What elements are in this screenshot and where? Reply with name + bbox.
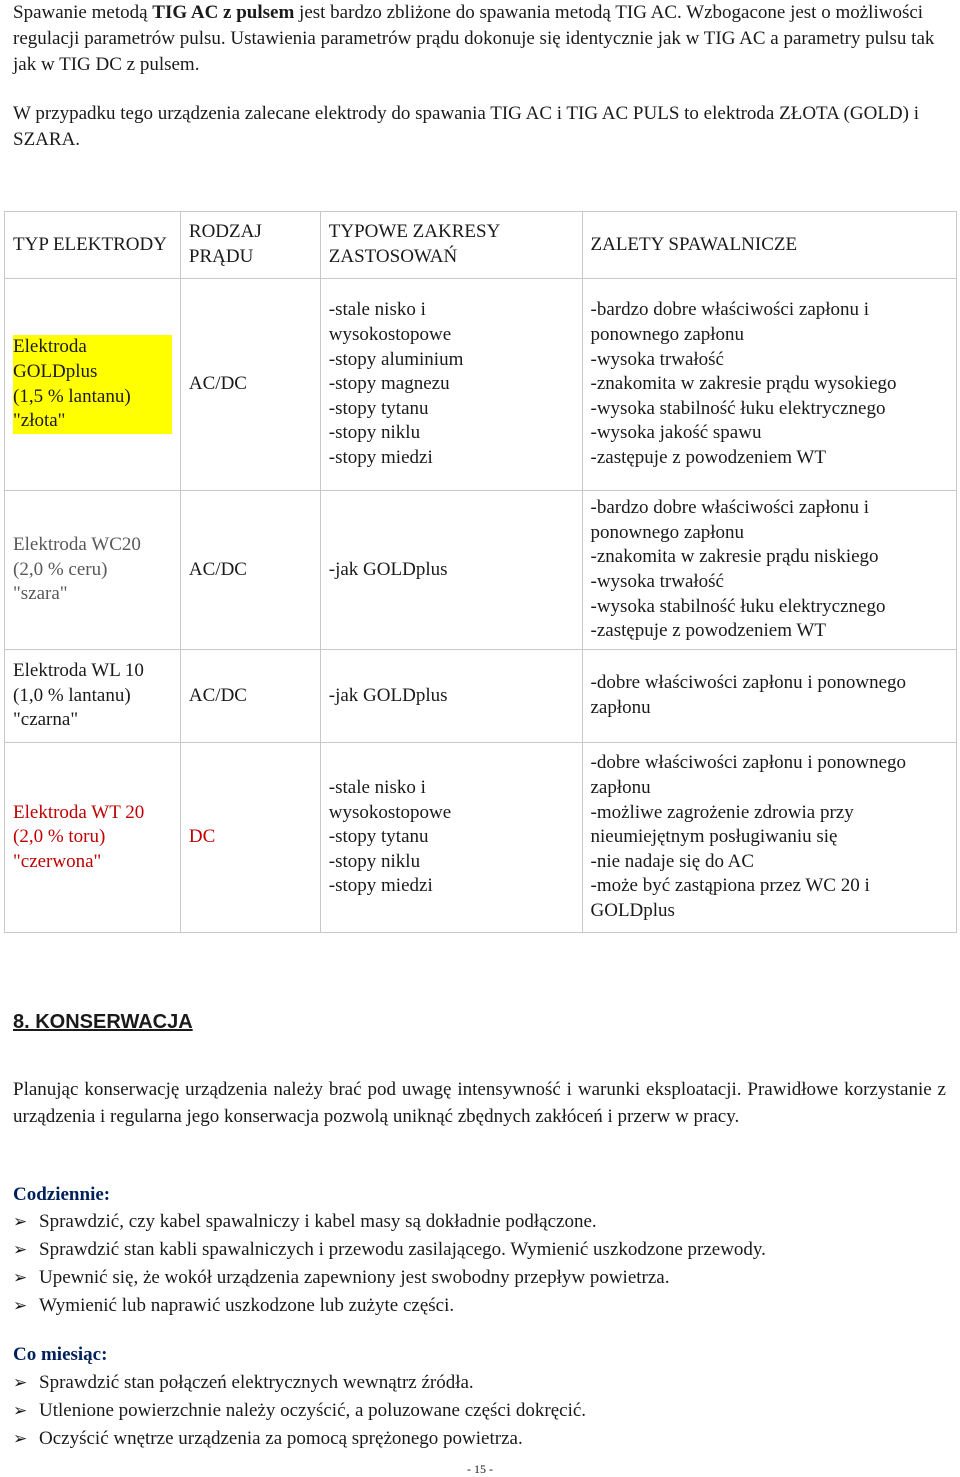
cell-line: -możliwe zagrożenie zdrowia przy nieumiejętnym posługiwaniu się bbox=[590, 801, 854, 848]
cell-line: -dobre właściwości zapłonu i ponownego zapłonu bbox=[590, 672, 907, 718]
cell-line: -wysoka stabilność łuku elektrycznego bbox=[590, 595, 886, 617]
cell-line: -stopy tytanu bbox=[328, 397, 429, 419]
cell-line: -wysoka trwałość bbox=[590, 571, 724, 592]
cell-line: Elektroda WL 10 bbox=[13, 660, 144, 682]
cell-line: Elektroda WC20 bbox=[13, 534, 141, 556]
daily-list bbox=[13, 1208, 950, 1320]
list-item-text: Wymienić lub naprawić uszkodzone lub zużyte części. bbox=[39, 1295, 455, 1316]
list-item-text: Oczyścić wnętrze urządzenia za pomocą sprężonego powietrza. bbox=[39, 1428, 523, 1449]
cell-line: (1,0 % lantanu) bbox=[13, 684, 131, 706]
list-item bbox=[13, 1236, 950, 1264]
cell-line: -stale nisko i bbox=[328, 777, 426, 799]
cell-line: (2,0 % ceru) bbox=[13, 558, 108, 580]
cell-line: -stopy magnezu bbox=[328, 373, 450, 395]
cell-line: -stopy miedzi bbox=[328, 446, 433, 468]
cell-line: wysokostopowe bbox=[328, 801, 452, 823]
cell-line: -stopy miedzi bbox=[328, 875, 433, 897]
arrow-bullet-icon: ➢ bbox=[13, 1401, 28, 1421]
page-number: - 15 - bbox=[467, 1462, 493, 1476]
electrode-type bbox=[5, 743, 181, 933]
list-item-text: Utlenione powierzchnie należy oczyścić, a poluzowane części dokręcić. bbox=[39, 1400, 587, 1421]
cell-line: -stopy niklu bbox=[328, 850, 421, 872]
maintenance-paragraph: Planując konserwację urządzenia należy brać pod uwagę intensywność i warunki eksploatacji. Prawidłowe korzystanie z urządzenia i regularna jego konserwacja pozwolą uniknąć zbędnych zakłóceń i przerw w pracy. bbox=[13, 1079, 946, 1127]
list-item-text: Sprawdzić stan kabli spawalniczych i przewodu zasilającego. Wymienić uszkodzone przewody. bbox=[39, 1239, 766, 1260]
header-current: RODZAJ PRĄDU bbox=[180, 212, 320, 279]
recommendation-paragraph: W przypadku tego urządzenia zalecane elektrody do spawania TIG AC i TIG AC PULS to elektroda ZŁOTA (GOLD) i SZARA. bbox=[13, 103, 919, 150]
cell-line: -wysoka stabilność łuku elektrycznego bbox=[590, 397, 886, 419]
uses-cell bbox=[320, 279, 582, 491]
advantages-cell bbox=[582, 650, 957, 743]
advantages-cell bbox=[582, 743, 957, 933]
cell-line: -może być zastąpiona przez WC 20 i GOLDplus bbox=[590, 875, 870, 921]
table-row bbox=[5, 491, 957, 650]
header-advantages: ZALETY SPAWALNICZE bbox=[582, 212, 957, 279]
advantages-cell bbox=[582, 279, 957, 491]
uses-cell bbox=[320, 743, 582, 933]
cell-line: -jak GOLDplus bbox=[328, 558, 448, 580]
list-item bbox=[13, 1369, 950, 1397]
current-type: AC/DC bbox=[180, 491, 320, 650]
electrode-type bbox=[5, 491, 181, 650]
arrow-bullet-icon: ➢ bbox=[13, 1429, 28, 1449]
monthly-title: Co miesiąc: bbox=[13, 1344, 108, 1365]
arrow-bullet-icon: ➢ bbox=[13, 1268, 28, 1288]
cell-line: -stopy niklu bbox=[328, 422, 421, 444]
uses-cell bbox=[320, 491, 582, 650]
arrow-bullet-icon: ➢ bbox=[13, 1373, 28, 1393]
list-item-text: Sprawdzić stan połączeń elektrycznych wewnątrz źródła. bbox=[39, 1372, 474, 1393]
cell-line: -bardzo dobre właściwości zapłonu i ponownego zapłonu bbox=[590, 497, 870, 543]
cell-line: -wysoka trwałość bbox=[590, 348, 724, 370]
section-heading: 8. KONSERWACJA bbox=[13, 1011, 193, 1033]
table-header-row bbox=[5, 212, 957, 279]
current-type: DC bbox=[180, 743, 320, 933]
current-type: AC/DC bbox=[180, 650, 320, 743]
list-item bbox=[13, 1397, 950, 1425]
cell-line: "czarna" bbox=[13, 709, 79, 731]
cell-line: "czerwona" bbox=[13, 850, 102, 872]
cell-line: (2,0 % toru) bbox=[13, 826, 106, 848]
list-item-text: Upewnić się, że wokół urządzenia zapewniony jest swobodny przepływ powietrza. bbox=[39, 1267, 670, 1288]
table-row bbox=[5, 279, 957, 491]
intro-paragraph: Spawanie metodą TIG AC z pulsem jest bardzo zbliżone do spawania metodą TIG AC. Wzbogacone jest o możliwości regulacji parametrów pulsu. Ustawienia parametrów prądu dokonuje się identycznie jak w TIG AC a parametry pulsu tak jak w TIG DC z pulsem. bbox=[13, 2, 935, 75]
header-type: TYP ELEKTRODY bbox=[5, 212, 181, 279]
cell-line: -znakomita w zakresie prądu wysokiego bbox=[590, 373, 897, 395]
list-item-text: Sprawdzić, czy kabel spawalniczy i kabel masy są dokładnie podłączone. bbox=[39, 1211, 597, 1232]
header-uses: TYPOWE ZAKRESY ZASTOSOWAŃ bbox=[320, 212, 582, 279]
advantages-cell bbox=[582, 491, 957, 650]
cell-line: Elektroda WT 20 bbox=[13, 801, 145, 823]
list-item bbox=[13, 1264, 950, 1292]
cell-line: -bardzo dobre właściwości zapłonu i ponownego zapłonu bbox=[590, 299, 870, 346]
list-item bbox=[13, 1292, 950, 1320]
electrode-type bbox=[5, 650, 181, 743]
cell-line: -dobre właściwości zapłonu i ponownego zapłonu bbox=[590, 752, 907, 799]
current-type: AC/DC bbox=[180, 279, 320, 491]
cell-line: -stopy tytanu bbox=[328, 826, 429, 848]
cell-line: wysokostopowe bbox=[328, 324, 452, 346]
arrow-bullet-icon: ➢ bbox=[13, 1296, 28, 1316]
cell-line: -nie nadaje się do AC bbox=[590, 850, 755, 872]
cell-line: -stale nisko i bbox=[328, 299, 426, 321]
cell-line: -jak GOLDplus bbox=[328, 684, 448, 706]
daily-title: Codziennie: bbox=[13, 1184, 111, 1205]
electrode-table bbox=[4, 211, 957, 933]
cell-line: -znakomita w zakresie prądu niskiego bbox=[590, 546, 879, 568]
cell-line: -wysoka jakość spawu bbox=[590, 422, 762, 444]
cell-line: -stopy aluminium bbox=[328, 348, 464, 370]
cell-line: "szara" bbox=[13, 583, 68, 605]
list-item bbox=[13, 1208, 950, 1236]
arrow-bullet-icon: ➢ bbox=[13, 1212, 28, 1232]
cell-line: -zastępuje z powodzeniem WT bbox=[590, 446, 826, 468]
table-row bbox=[5, 743, 957, 933]
table-row bbox=[5, 650, 957, 743]
cell-line: -zastępuje z powodzeniem WT bbox=[590, 620, 826, 642]
uses-cell bbox=[320, 650, 582, 743]
electrode-type: Elektroda GOLDplus (1,5 % lantanu) "złota" bbox=[5, 279, 181, 491]
monthly-list bbox=[13, 1369, 950, 1453]
arrow-bullet-icon: ➢ bbox=[13, 1240, 28, 1260]
list-item bbox=[13, 1425, 950, 1453]
